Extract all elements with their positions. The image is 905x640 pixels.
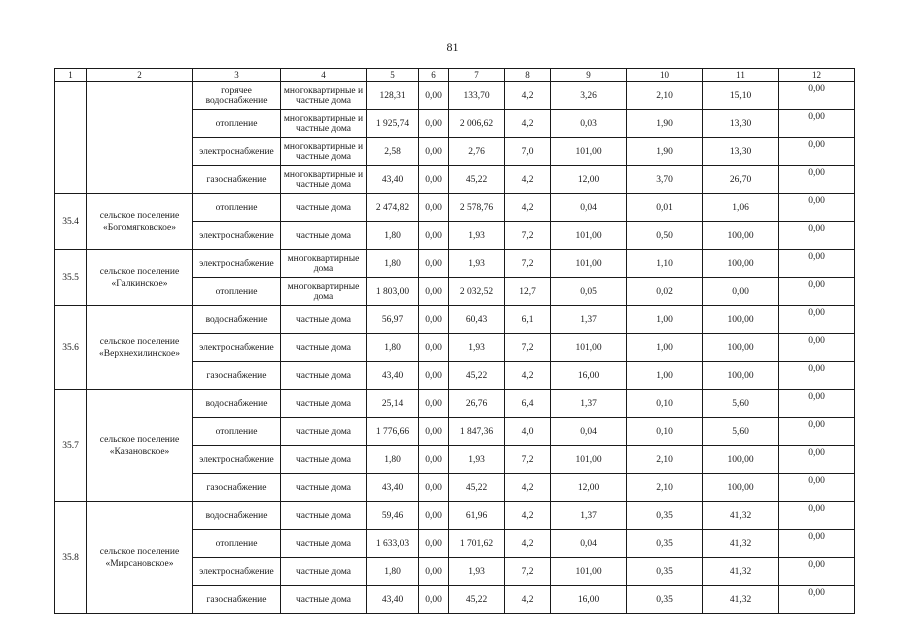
- value-cell-5: 1 776,66: [367, 418, 419, 446]
- value-cell-7: 45,22: [449, 362, 505, 390]
- value-cell-6: 0,00: [419, 166, 449, 194]
- value-cell-6: 0,00: [419, 250, 449, 278]
- service-cell: отопление: [193, 110, 281, 138]
- value-cell-5: 43,40: [367, 474, 419, 502]
- service-cell: водоснабжение: [193, 390, 281, 418]
- value-cell-6: 0,00: [419, 334, 449, 362]
- value-cell-12: 0,00: [779, 390, 855, 418]
- value-cell-8: 7,2: [505, 334, 551, 362]
- value-cell-9: 16,00: [551, 362, 627, 390]
- value-cell-6: 0,00: [419, 418, 449, 446]
- value-cell-9: 101,00: [551, 558, 627, 586]
- housing-type-cell: многоквартирные дома: [281, 278, 367, 306]
- housing-type-cell: частные дома: [281, 530, 367, 558]
- value-cell-12: 0,00: [779, 194, 855, 222]
- service-cell: электроснабжение: [193, 334, 281, 362]
- value-cell-10: 0,50: [627, 222, 703, 250]
- value-cell-5: 43,40: [367, 362, 419, 390]
- value-cell-9: 3,26: [551, 82, 627, 110]
- value-cell-11: 5,60: [703, 418, 779, 446]
- service-cell: газоснабжение: [193, 166, 281, 194]
- value-cell-9: 101,00: [551, 250, 627, 278]
- housing-type-cell: частные дома: [281, 222, 367, 250]
- table-row: [55, 502, 855, 530]
- value-cell-9: 101,00: [551, 446, 627, 474]
- value-cell-7: 2,76: [449, 138, 505, 166]
- service-cell: горячее водоснабжение: [193, 82, 281, 110]
- value-cell-8: 4,2: [505, 530, 551, 558]
- column-header: 6: [419, 69, 449, 82]
- value-cell-8: 4,2: [505, 586, 551, 614]
- column-header: 9: [551, 69, 627, 82]
- housing-type-cell: частные дома: [281, 446, 367, 474]
- value-cell-6: 0,00: [419, 110, 449, 138]
- value-cell-6: 0,00: [419, 530, 449, 558]
- value-cell-8: 4,0: [505, 418, 551, 446]
- value-cell-8: 6,1: [505, 306, 551, 334]
- value-cell-10: 1,90: [627, 110, 703, 138]
- value-cell-8: 4,2: [505, 474, 551, 502]
- value-cell-10: 0,02: [627, 278, 703, 306]
- settlement-name-cell: сельское поселение «Галкинское»: [87, 250, 193, 306]
- housing-type-cell: частные дома: [281, 502, 367, 530]
- value-cell-8: 7,2: [505, 558, 551, 586]
- value-cell-5: 1,80: [367, 558, 419, 586]
- service-cell: электроснабжение: [193, 222, 281, 250]
- value-cell-7: 1,93: [449, 334, 505, 362]
- value-cell-7: 61,96: [449, 502, 505, 530]
- service-cell: газоснабжение: [193, 362, 281, 390]
- value-cell-10: 1,00: [627, 334, 703, 362]
- row-code-cell: 35.5: [55, 250, 87, 306]
- value-cell-7: 2 006,62: [449, 110, 505, 138]
- value-cell-12: 0,00: [779, 334, 855, 362]
- value-cell-5: 43,40: [367, 166, 419, 194]
- housing-type-cell: многоквартирные и частные дома: [281, 138, 367, 166]
- value-cell-8: 4,2: [505, 362, 551, 390]
- value-cell-12: 0,00: [779, 446, 855, 474]
- value-cell-10: 0,35: [627, 558, 703, 586]
- column-header: 10: [627, 69, 703, 82]
- value-cell-6: 0,00: [419, 278, 449, 306]
- value-cell-9: 0,05: [551, 278, 627, 306]
- table-row: [55, 390, 855, 418]
- value-cell-12: 0,00: [779, 530, 855, 558]
- service-cell: электроснабжение: [193, 558, 281, 586]
- value-cell-11: 100,00: [703, 250, 779, 278]
- value-cell-11: 0,00: [703, 278, 779, 306]
- settlement-name-cell: сельское поселение «Мирсановское»: [87, 502, 193, 614]
- value-cell-7: 2 032,52: [449, 278, 505, 306]
- value-cell-11: 100,00: [703, 446, 779, 474]
- value-cell-11: 41,32: [703, 502, 779, 530]
- housing-type-cell: частные дома: [281, 194, 367, 222]
- value-cell-9: 101,00: [551, 334, 627, 362]
- row-code-cell: 35.4: [55, 194, 87, 250]
- value-cell-6: 0,00: [419, 362, 449, 390]
- service-cell: газоснабжение: [193, 474, 281, 502]
- value-cell-10: 0,10: [627, 390, 703, 418]
- value-cell-10: 0,35: [627, 530, 703, 558]
- value-cell-8: 4,2: [505, 82, 551, 110]
- row-code-cell: [55, 82, 87, 194]
- value-cell-11: 100,00: [703, 474, 779, 502]
- value-cell-9: 101,00: [551, 138, 627, 166]
- value-cell-5: 2,58: [367, 138, 419, 166]
- value-cell-10: 2,10: [627, 446, 703, 474]
- value-cell-5: 1 803,00: [367, 278, 419, 306]
- value-cell-5: 1,80: [367, 222, 419, 250]
- value-cell-7: 1,93: [449, 222, 505, 250]
- value-cell-9: 1,37: [551, 502, 627, 530]
- value-cell-7: 1,93: [449, 446, 505, 474]
- value-cell-5: 1 925,74: [367, 110, 419, 138]
- value-cell-7: 45,22: [449, 474, 505, 502]
- value-cell-12: 0,00: [779, 502, 855, 530]
- column-header: 2: [87, 69, 193, 82]
- table-row: [55, 82, 855, 110]
- value-cell-9: 16,00: [551, 586, 627, 614]
- value-cell-6: 0,00: [419, 138, 449, 166]
- value-cell-8: 12,7: [505, 278, 551, 306]
- value-cell-10: 2,10: [627, 82, 703, 110]
- value-cell-12: 0,00: [779, 362, 855, 390]
- housing-type-cell: частные дома: [281, 586, 367, 614]
- housing-type-cell: многоквартирные и частные дома: [281, 110, 367, 138]
- row-code-cell: 35.6: [55, 306, 87, 390]
- service-cell: электроснабжение: [193, 446, 281, 474]
- value-cell-5: 1,80: [367, 250, 419, 278]
- housing-type-cell: частные дома: [281, 362, 367, 390]
- value-cell-5: 128,31: [367, 82, 419, 110]
- value-cell-8: 7,2: [505, 222, 551, 250]
- value-cell-9: 0,04: [551, 194, 627, 222]
- value-cell-8: 4,2: [505, 166, 551, 194]
- value-cell-12: 0,00: [779, 138, 855, 166]
- value-cell-6: 0,00: [419, 390, 449, 418]
- value-cell-11: 13,30: [703, 138, 779, 166]
- value-cell-5: 59,46: [367, 502, 419, 530]
- value-cell-8: 4,2: [505, 502, 551, 530]
- service-cell: отопление: [193, 194, 281, 222]
- row-code-cell: 35.8: [55, 502, 87, 614]
- column-header: 5: [367, 69, 419, 82]
- value-cell-12: 0,00: [779, 586, 855, 614]
- value-cell-11: 41,32: [703, 558, 779, 586]
- value-cell-8: 4,2: [505, 194, 551, 222]
- service-cell: водоснабжение: [193, 502, 281, 530]
- value-cell-8: 6,4: [505, 390, 551, 418]
- value-cell-10: 1,10: [627, 250, 703, 278]
- value-cell-8: 4,2: [505, 110, 551, 138]
- housing-type-cell: частные дома: [281, 474, 367, 502]
- value-cell-9: 0,04: [551, 530, 627, 558]
- row-code-cell: 35.7: [55, 390, 87, 502]
- value-cell-7: 1 847,36: [449, 418, 505, 446]
- settlement-name-cell: сельское поселение «Казановское»: [87, 390, 193, 502]
- value-cell-12: 0,00: [779, 474, 855, 502]
- housing-type-cell: частные дома: [281, 334, 367, 362]
- value-cell-7: 1 701,62: [449, 530, 505, 558]
- housing-type-cell: многоквартирные дома: [281, 250, 367, 278]
- housing-type-cell: частные дома: [281, 306, 367, 334]
- value-cell-5: 1,80: [367, 334, 419, 362]
- value-cell-7: 2 578,76: [449, 194, 505, 222]
- settlement-name-cell: сельское поселение «Богомягковское»: [87, 194, 193, 250]
- value-cell-5: 43,40: [367, 586, 419, 614]
- page-number: 81: [446, 40, 459, 54]
- value-cell-6: 0,00: [419, 474, 449, 502]
- value-cell-11: 100,00: [703, 306, 779, 334]
- value-cell-9: 101,00: [551, 222, 627, 250]
- value-cell-12: 0,00: [779, 306, 855, 334]
- column-header: 1: [55, 69, 87, 82]
- value-cell-8: 7,2: [505, 446, 551, 474]
- value-cell-11: 100,00: [703, 334, 779, 362]
- value-cell-6: 0,00: [419, 306, 449, 334]
- value-cell-5: 56,97: [367, 306, 419, 334]
- value-cell-11: 100,00: [703, 362, 779, 390]
- value-cell-7: 45,22: [449, 166, 505, 194]
- column-header: 3: [193, 69, 281, 82]
- housing-type-cell: частные дома: [281, 418, 367, 446]
- column-header: 11: [703, 69, 779, 82]
- table-row: [55, 194, 855, 222]
- service-cell: водоснабжение: [193, 306, 281, 334]
- value-cell-11: 1,06: [703, 194, 779, 222]
- header-row: [55, 69, 855, 82]
- housing-type-cell: частные дома: [281, 390, 367, 418]
- value-cell-7: 45,22: [449, 586, 505, 614]
- housing-type-cell: многоквартирные и частные дома: [281, 166, 367, 194]
- service-cell: отопление: [193, 278, 281, 306]
- value-cell-5: 25,14: [367, 390, 419, 418]
- value-cell-12: 0,00: [779, 110, 855, 138]
- value-cell-9: 12,00: [551, 166, 627, 194]
- value-cell-11: 41,32: [703, 586, 779, 614]
- column-header: 8: [505, 69, 551, 82]
- value-cell-11: 41,32: [703, 530, 779, 558]
- value-cell-9: 0,04: [551, 418, 627, 446]
- value-cell-10: 0,35: [627, 586, 703, 614]
- value-cell-7: 60,43: [449, 306, 505, 334]
- value-cell-8: 7,0: [505, 138, 551, 166]
- value-cell-12: 0,00: [779, 278, 855, 306]
- value-cell-10: 2,10: [627, 474, 703, 502]
- value-cell-9: 12,00: [551, 474, 627, 502]
- value-cell-11: 26,70: [703, 166, 779, 194]
- value-cell-12: 0,00: [779, 250, 855, 278]
- value-cell-7: 1,93: [449, 558, 505, 586]
- value-cell-5: 1,80: [367, 446, 419, 474]
- value-cell-7: 133,70: [449, 82, 505, 110]
- data-table: [54, 68, 855, 614]
- value-cell-10: 0,35: [627, 502, 703, 530]
- value-cell-5: 1 633,03: [367, 530, 419, 558]
- value-cell-12: 0,00: [779, 82, 855, 110]
- value-cell-5: 2 474,82: [367, 194, 419, 222]
- value-cell-11: 13,30: [703, 110, 779, 138]
- value-cell-12: 0,00: [779, 418, 855, 446]
- value-cell-6: 0,00: [419, 222, 449, 250]
- value-cell-10: 1,00: [627, 306, 703, 334]
- value-cell-12: 0,00: [779, 558, 855, 586]
- table-row: [55, 250, 855, 278]
- value-cell-11: 15,10: [703, 82, 779, 110]
- value-cell-10: 0,10: [627, 418, 703, 446]
- value-cell-6: 0,00: [419, 194, 449, 222]
- value-cell-6: 0,00: [419, 586, 449, 614]
- value-cell-6: 0,00: [419, 502, 449, 530]
- value-cell-6: 0,00: [419, 446, 449, 474]
- service-cell: отопление: [193, 418, 281, 446]
- settlement-name-cell: сельское поселение «Верхнехилинское»: [87, 306, 193, 390]
- column-header: 12: [779, 69, 855, 82]
- column-header: 7: [449, 69, 505, 82]
- value-cell-6: 0,00: [419, 558, 449, 586]
- value-cell-12: 0,00: [779, 166, 855, 194]
- housing-type-cell: многоквартирные и частные дома: [281, 82, 367, 110]
- value-cell-8: 7,2: [505, 250, 551, 278]
- value-cell-10: 3,70: [627, 166, 703, 194]
- value-cell-7: 1,93: [449, 250, 505, 278]
- value-cell-10: 1,90: [627, 138, 703, 166]
- column-header: 4: [281, 69, 367, 82]
- service-cell: отопление: [193, 530, 281, 558]
- value-cell-9: 1,37: [551, 390, 627, 418]
- service-cell: газоснабжение: [193, 586, 281, 614]
- value-cell-10: 1,00: [627, 362, 703, 390]
- value-cell-12: 0,00: [779, 222, 855, 250]
- service-cell: электроснабжение: [193, 250, 281, 278]
- value-cell-9: 1,37: [551, 306, 627, 334]
- value-cell-10: 0,01: [627, 194, 703, 222]
- settlement-name-cell: [87, 82, 193, 194]
- value-cell-7: 26,76: [449, 390, 505, 418]
- value-cell-6: 0,00: [419, 82, 449, 110]
- value-cell-11: 100,00: [703, 222, 779, 250]
- value-cell-9: 0,03: [551, 110, 627, 138]
- value-cell-11: 5,60: [703, 390, 779, 418]
- housing-type-cell: частные дома: [281, 558, 367, 586]
- service-cell: электроснабжение: [193, 138, 281, 166]
- table-row: [55, 306, 855, 334]
